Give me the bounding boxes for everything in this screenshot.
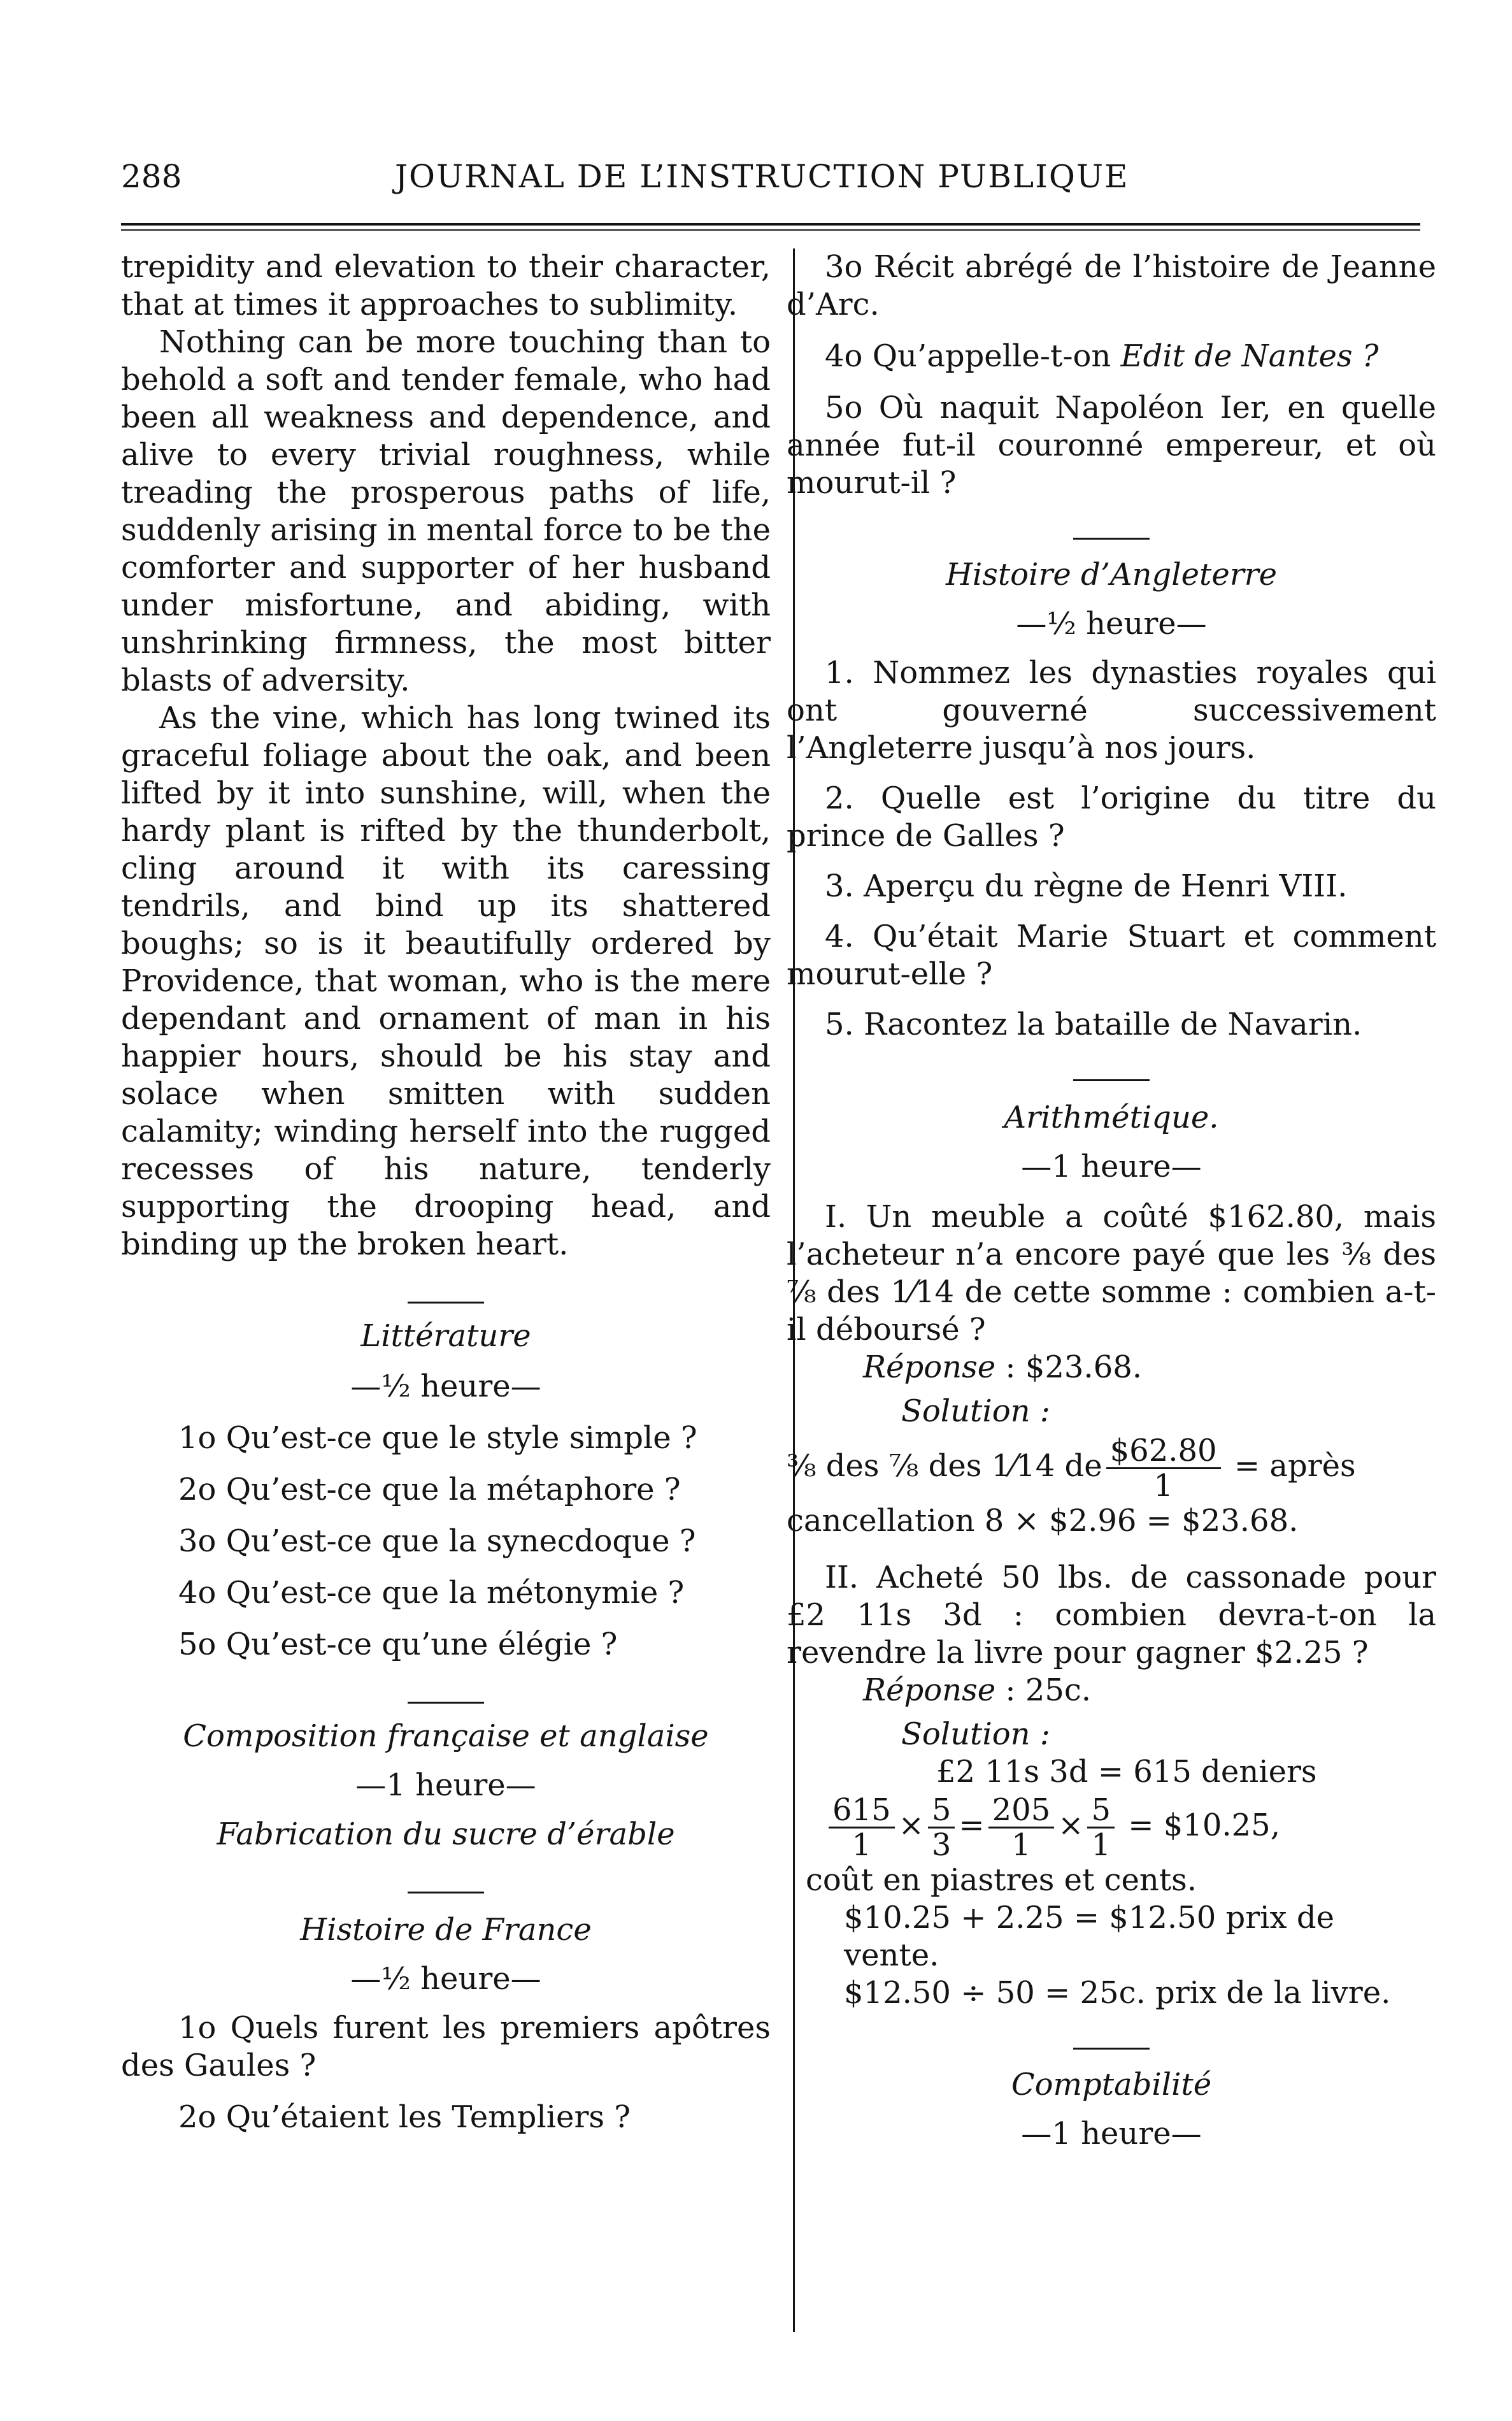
section-duration: —1 heure— (1021, 2116, 1202, 2152)
section-title-litterature: Littérature (360, 1318, 531, 1354)
question-item: 5o Où naquit Napoléon Ier, en quelle année fut-il couronné empereur, et où mourut-il ? (787, 390, 1436, 501)
question-item: 5. Racontez la bataille de Navarin. (825, 1007, 1362, 1042)
paragraph: Nothing can be more touching than to behold a soft and tender female, who had been all weakness and dependence, and alive to every trivial roughness, while treading the prosperous paths of life, suddenly arising in mental force to be the comforter and supporter of her husband under misfortune, and abiding, with unshrinking firmness, the most bitter blasts of adversity. (121, 324, 771, 698)
solution-line: coût en piastres et cents. (806, 1862, 1197, 1898)
question-item: 2. Quelle est l’origine du titre du prince de Galles ? (787, 780, 1436, 854)
fraction: $\frac{205}{1}$ (988, 1793, 1055, 1862)
fraction: $\frac{615}{1}$ (829, 1793, 895, 1862)
fraction: $\frac{5}{3}$ (928, 1793, 955, 1862)
section-title-histoire-france: Histoire de France (300, 1912, 592, 1948)
paragraph: As the vine, which has long twined its graceful foliage about the oak, and been lifted by it into sunshine, will, when the hardy plant is rifted by the thunderbolt, cling around it with its caressing tendrils, and bind up its shattered boughs; so is it beautifully ordered by Providence, that woman, who is the mere dependant and ornament of man in his happier hours, should be his stay and solace when smitten with sudden calamity; winding herself into the rugged recesses of his nature, tenderly supporting the drooping head, and binding up the broken heart. (121, 700, 771, 1262)
solution-line: £2 11s 3d = 615 deniers (936, 1754, 1317, 1790)
section-duration: —½ heure— (1016, 606, 1207, 642)
answer-line: Réponse : 25c. (863, 1672, 1092, 1708)
solution-line: $12.50 ÷ 50 = 25c. prix de la livre. (844, 1975, 1391, 2011)
section-divider (1073, 538, 1150, 540)
section-duration: —½ heure— (350, 1369, 541, 1404)
running-title: JOURNAL DE L’INSTRUCTION PUBLIQUE (395, 158, 1129, 195)
section-title-arithmetique: Arithmétique. (1004, 1100, 1219, 1135)
left-column (121, 248, 771, 2136)
section-divider (408, 1892, 484, 1893)
fraction: $\frac{5}{1}$ (1087, 1793, 1115, 1862)
question-item: 4. Qu’était Marie Stuart et comment mourut-elle ? (787, 919, 1436, 992)
question-item: 2o Qu’étaient les Templiers ? (178, 2099, 631, 2135)
problem-statement: I. Un meuble a coûté $162.80, mais l’acheteur n’a encore payé que les ⅜ des ⅞ des 1⁄14 de cette somme : combien a-t-il déboursé ? (787, 1199, 1436, 1347)
section-title-histoire-angleterre: Histoire d’Angleterre (945, 557, 1278, 593)
page-header (121, 158, 1420, 209)
section-divider (408, 1702, 484, 1704)
header-rule-thin (121, 229, 1420, 231)
right-column (787, 248, 1436, 2153)
section-duration: —½ heure— (350, 1961, 541, 1997)
question-item: 1o Qu’est-ce que le style simple ? (178, 1420, 697, 1456)
section-duration: —1 heure— (355, 1767, 536, 1803)
question-item: 3o Qu’est-ce que la synecdoque ? (178, 1523, 696, 1559)
question-item: 1. Nommez les dynasties royales qui ont gouverné successivement l’Angleterre jusqu’à nos jours. (787, 655, 1436, 766)
problem-statement: II. Acheté 50 lbs. de cassonade pour £2 11s 3d : combien devra-t-on la revendre la livre pour gagner $2.25 ? (787, 1560, 1436, 1670)
question-item: 3o Récit abrégé de l’histoire de Jeanne d’Arc. (787, 249, 1436, 322)
question-item: 2o Qu’est-ce que la métaphore ? (178, 1472, 681, 1507)
solution-line: $10.25 + 2.25 = $12.50 prix de vente. (844, 1900, 1334, 1973)
header-rule (121, 223, 1420, 226)
fraction: $\frac{\$62.80}{1}$ (1106, 1434, 1221, 1502)
question-item: 5o Qu’est-ce qu’une élégie ? (178, 1627, 618, 1662)
solution-label: Solution : (901, 1393, 1050, 1429)
section-duration: —1 heure— (1021, 1149, 1202, 1184)
solution-label: Solution : (901, 1716, 1050, 1752)
question-item: 3. Aperçu du règne de Henri VIII. (825, 868, 1348, 904)
paragraph: trepidity and elevation to their character, that at times it approaches to sublimity. (121, 249, 771, 322)
section-title-comptabilite: Comptabilité (1011, 2067, 1212, 2102)
section-title-composition: Composition française et anglaise (183, 1718, 709, 1754)
question-item: 4o Qu’appelle-t-on Edit de Nantes ? (825, 338, 1379, 374)
solution-equation: $\frac{615}{1}$ × $\frac{5}{3}$ = $\frac{205}{1}$ × $\frac{5}{1}$ = $10.25, (787, 1793, 1436, 1862)
page-number: 288 (121, 158, 182, 195)
solution-line: ⅜ des ⅞ des 1⁄14 de $\frac{\$62.80}{1}$ = après cancellation 8 × $2.96 = $23.68. (787, 1433, 1356, 1539)
answer-line: Réponse : $23.68. (863, 1349, 1143, 1385)
section-divider (1073, 1079, 1150, 1081)
composition-subject: Fabrication du sucre d’érable (217, 1816, 675, 1852)
section-divider (408, 1302, 484, 1304)
question-item: 4o Qu’est-ce que la métonymie ? (178, 1575, 685, 1611)
question-item: 1o Quels furent les premiers apôtres des Gaules ? (121, 2010, 771, 2083)
section-divider (1073, 2048, 1150, 2050)
